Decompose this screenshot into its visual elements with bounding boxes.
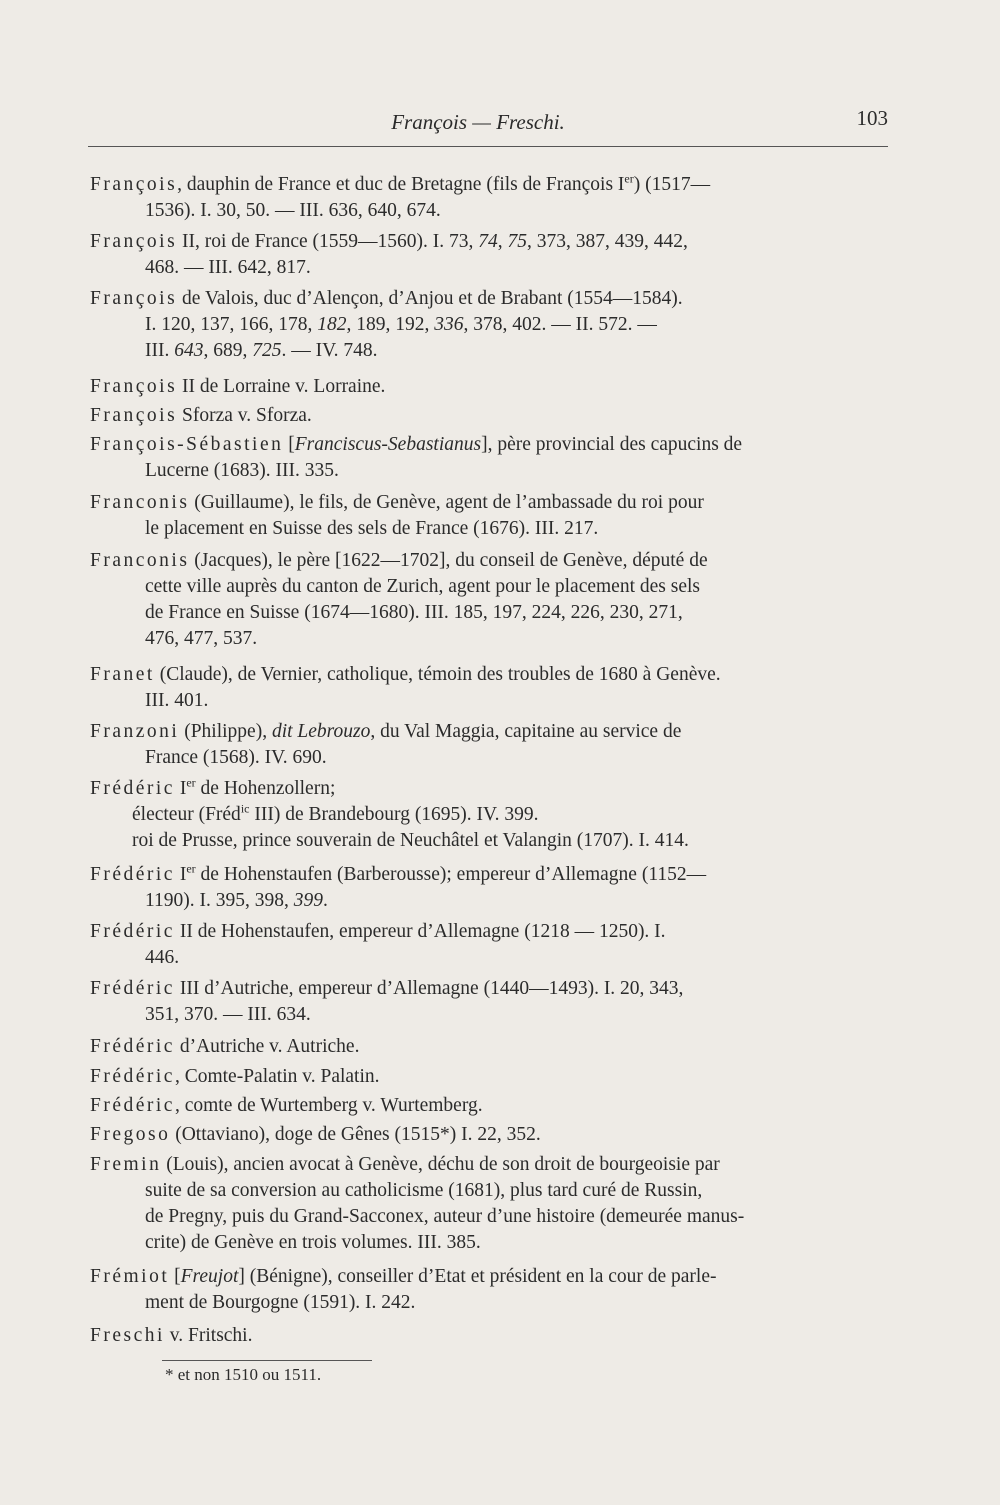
entry-text: ,: [497, 231, 508, 252]
entry-superscript: er: [186, 775, 196, 790]
entry-italic-alias: dit Lebrouzo: [271, 721, 371, 742]
entry-italic-ref: 336: [434, 314, 464, 335]
index-entry: [90, 1064, 890, 1090]
entry-line: [90, 1264, 890, 1290]
index-entry: [90, 432, 890, 484]
index-entry: [90, 919, 890, 971]
entry-text: (Claude), de Vernier, catholique, témoin des troubles de 1680 à Genève.: [154, 664, 721, 685]
index-entry: [90, 719, 890, 771]
entry-headword: Frédéric: [90, 1095, 175, 1116]
entry-italic-ref: 74: [478, 231, 498, 252]
entry-text: v. Fritschi.: [164, 1325, 253, 1346]
entry-line: [90, 312, 890, 338]
index-entry: [90, 976, 890, 1028]
footnote: * et non 1510 ou 1511.: [165, 1365, 322, 1384]
entry-headword: Freschi: [90, 1325, 165, 1346]
entry-line: [90, 490, 890, 516]
entry-headword: François: [90, 288, 178, 309]
entry-superscript: er: [624, 171, 634, 186]
index-entry: [90, 1152, 890, 1256]
entry-headword: Franzoni: [90, 721, 180, 742]
index-entry: [90, 374, 890, 400]
entry-italic-ref: 725: [252, 340, 282, 361]
footnote-rule: [162, 1360, 372, 1361]
entry-line: [90, 1093, 890, 1119]
entry-line: [90, 338, 890, 364]
entry-line: [90, 976, 890, 1002]
entry-line: [90, 1323, 890, 1349]
entry-line: 446.: [145, 947, 180, 968]
entry-italic-ref: 75: [507, 231, 527, 252]
page-header: [88, 106, 888, 146]
running-title: François — Freschi.: [391, 110, 565, 134]
entry-text: ] (Bénigne), conseiller d’Etat et président en la cour de parle-: [238, 1266, 717, 1287]
index-entry: [90, 548, 890, 652]
entry-text: (Louis), ancien avocat à Genève, déchu de son droit de bourgeoisie par: [161, 1154, 720, 1175]
index-entry: [90, 1264, 890, 1316]
entry-italic-ref: 399: [293, 890, 324, 911]
entry-headword: Frémiot: [90, 1266, 170, 1287]
entry-italic-latin: Franciscus-Sebastianus: [294, 434, 482, 455]
entry-headword: François-Sébastien: [90, 434, 284, 455]
entry-superscript: er: [186, 861, 196, 876]
entry-line: [90, 888, 890, 914]
entry-line: le placement en Suisse des sels de France (1676). III. 217.: [145, 518, 599, 539]
entry-line: de Pregny, puis du Grand-Sacconex, auteur d’une histoire (demeurée manus-: [145, 1206, 745, 1227]
entry-text: , 689,: [203, 340, 253, 361]
entry-headword: Franet: [90, 664, 155, 685]
entry-subline: roi de Prusse, prince souverain de Neuchâtel et Valangin (1707). I. 414.: [132, 830, 689, 851]
entry-headword: Frédéric: [90, 1066, 175, 1087]
index-entry: [90, 286, 890, 364]
entry-text: de Valois, duc d’Alençon, d’Anjou et de Brabant (1554—1584).: [177, 288, 683, 309]
index-entry: [90, 403, 890, 429]
entry-line: [90, 1122, 890, 1148]
entry-text: III) de Brandebourg (1695). IV. 399.: [249, 804, 539, 825]
entry-text: , Comte-Palatin v. Palatin.: [174, 1066, 380, 1087]
entry-text: ], père provincial des capucins de: [481, 434, 743, 455]
entry-line: 351, 370. — III. 634.: [145, 1004, 311, 1025]
entry-subline: [90, 802, 890, 828]
entry-text: .: [323, 890, 328, 911]
entry-line: Lucerne (1683). III. 335.: [145, 460, 339, 481]
entry-line: [90, 1064, 890, 1090]
entry-text: , 378, 402. — II. 572. —: [463, 314, 657, 335]
entry-headword: François: [90, 405, 178, 426]
entry-headword: François: [90, 376, 178, 397]
entry-text: , comte de Wurtemberg v. Wurtemberg.: [174, 1095, 483, 1116]
index-entry: [90, 172, 890, 224]
entry-text: , 189, 192,: [346, 314, 435, 335]
index-entry: [90, 1034, 890, 1060]
index-entry: [90, 1093, 890, 1119]
entry-line: [90, 374, 890, 400]
entry-text: , dauphin de France et duc de Bretagne (fils de François I: [177, 174, 625, 195]
entry-line: [90, 432, 890, 458]
entry-headword: Fregoso: [90, 1124, 171, 1145]
entry-line: [90, 548, 890, 574]
entry-text: II, roi de France (1559—1560). I. 73,: [177, 231, 479, 252]
page-number: 103: [856, 106, 888, 130]
entry-text: II de Lorraine v. Lorraine.: [177, 376, 386, 397]
entry-line: ment de Bourgogne (1591). I. 242.: [145, 1292, 416, 1313]
entry-headword: Frédéric: [90, 864, 175, 885]
entry-line: [90, 229, 890, 255]
entry-headword: François: [90, 174, 178, 195]
entry-italic-variant: Freujot: [180, 1266, 239, 1287]
entry-superscript: ic: [240, 801, 250, 816]
entry-text: de Hohenstaufen (Barberousse); empereur d’Allemagne (1152—: [195, 864, 707, 885]
entry-line: [90, 172, 890, 198]
entry-text: électeur (Fréd: [132, 804, 241, 825]
entry-headword: Frédéric: [90, 978, 175, 999]
entry-headword: Franconis: [90, 550, 190, 571]
entry-text: 1190). I. 395, 398,: [145, 890, 294, 911]
index-entry: [90, 662, 890, 714]
entry-headword: François: [90, 231, 178, 252]
entry-line: 1536). I. 30, 50. — III. 636, 640, 674.: [145, 200, 441, 221]
entry-line: [90, 286, 890, 312]
index-entry: [90, 1323, 890, 1349]
entry-text: ) (1517—: [633, 174, 711, 195]
index-entry: [90, 1122, 890, 1148]
entry-line: [90, 776, 890, 802]
entry-headword: Franconis: [90, 492, 190, 513]
entry-headword: Frédéric: [90, 778, 175, 799]
entry-headword: Fremin: [90, 1154, 162, 1175]
entry-text: (Jacques), le père [1622—1702], du conseil de Genève, député de: [189, 550, 708, 571]
entry-text: , du Val Maggia, capitaine au service de: [370, 721, 682, 742]
entry-text: d’Autriche v. Autriche.: [174, 1036, 360, 1057]
entry-italic-ref: 182: [317, 314, 347, 335]
entry-text: [: [283, 434, 295, 455]
header-rule: [88, 146, 888, 147]
entry-text: [: [169, 1266, 181, 1287]
index-entry: [90, 229, 890, 281]
entry-line: 476, 477, 537.: [145, 628, 258, 649]
entry-line: cette ville auprès du canton de Zurich, agent pour le placement des sels: [145, 576, 700, 597]
entry-text: I: [174, 864, 187, 885]
entry-headword: Frédéric: [90, 1036, 175, 1057]
entry-line: [90, 403, 890, 429]
index-entry: [90, 862, 890, 914]
entry-line: 468. — III. 642, 817.: [145, 257, 311, 278]
entry-text: (Philippe),: [179, 721, 272, 742]
entry-italic-ref: 643: [174, 340, 204, 361]
entry-headword: Frédéric: [90, 921, 175, 942]
entry-line: de France en Suisse (1674—1680). III. 185, 197, 224, 226, 230, 271,: [145, 602, 683, 623]
entry-line: [90, 1034, 890, 1060]
entry-text: , 373, 387, 439, 442,: [527, 231, 688, 252]
entry-text: I. 120, 137, 166, 178,: [145, 314, 318, 335]
entry-text: (Guillaume), le fils, de Genève, agent de l’ambassade du roi pour: [189, 492, 704, 513]
entry-line: crite) de Genève en trois volumes. III. 385.: [145, 1232, 481, 1253]
entry-text: Sforza v. Sforza.: [177, 405, 312, 426]
entry-line: [90, 662, 890, 688]
entry-line: France (1568). IV. 690.: [145, 747, 327, 768]
entry-text: . — IV. 748.: [281, 340, 378, 361]
entry-text: de Hohenzollern;: [195, 778, 336, 799]
entry-text: III d’Autriche, empereur d’Allemagne (1440—1493). I. 20, 343,: [174, 978, 684, 999]
entry-line: III. 401.: [145, 690, 209, 711]
entry-line: [90, 919, 890, 945]
entry-line: [90, 719, 890, 745]
entry-line: suite de sa conversion au catholicisme (1681), plus tard curé de Russin,: [145, 1180, 703, 1201]
entry-line: [90, 1152, 890, 1178]
entry-line: [90, 862, 890, 888]
entry-text: II de Hohenstaufen, empereur d’Allemagne (1218 — 1250). I.: [174, 921, 666, 942]
index-entry: [90, 776, 890, 854]
entry-text: (Ottaviano), doge de Gênes (1515*) I. 22, 352.: [170, 1124, 541, 1145]
index-entry: [90, 490, 890, 542]
entry-text: I: [174, 778, 187, 799]
entry-text: III.: [145, 340, 175, 361]
